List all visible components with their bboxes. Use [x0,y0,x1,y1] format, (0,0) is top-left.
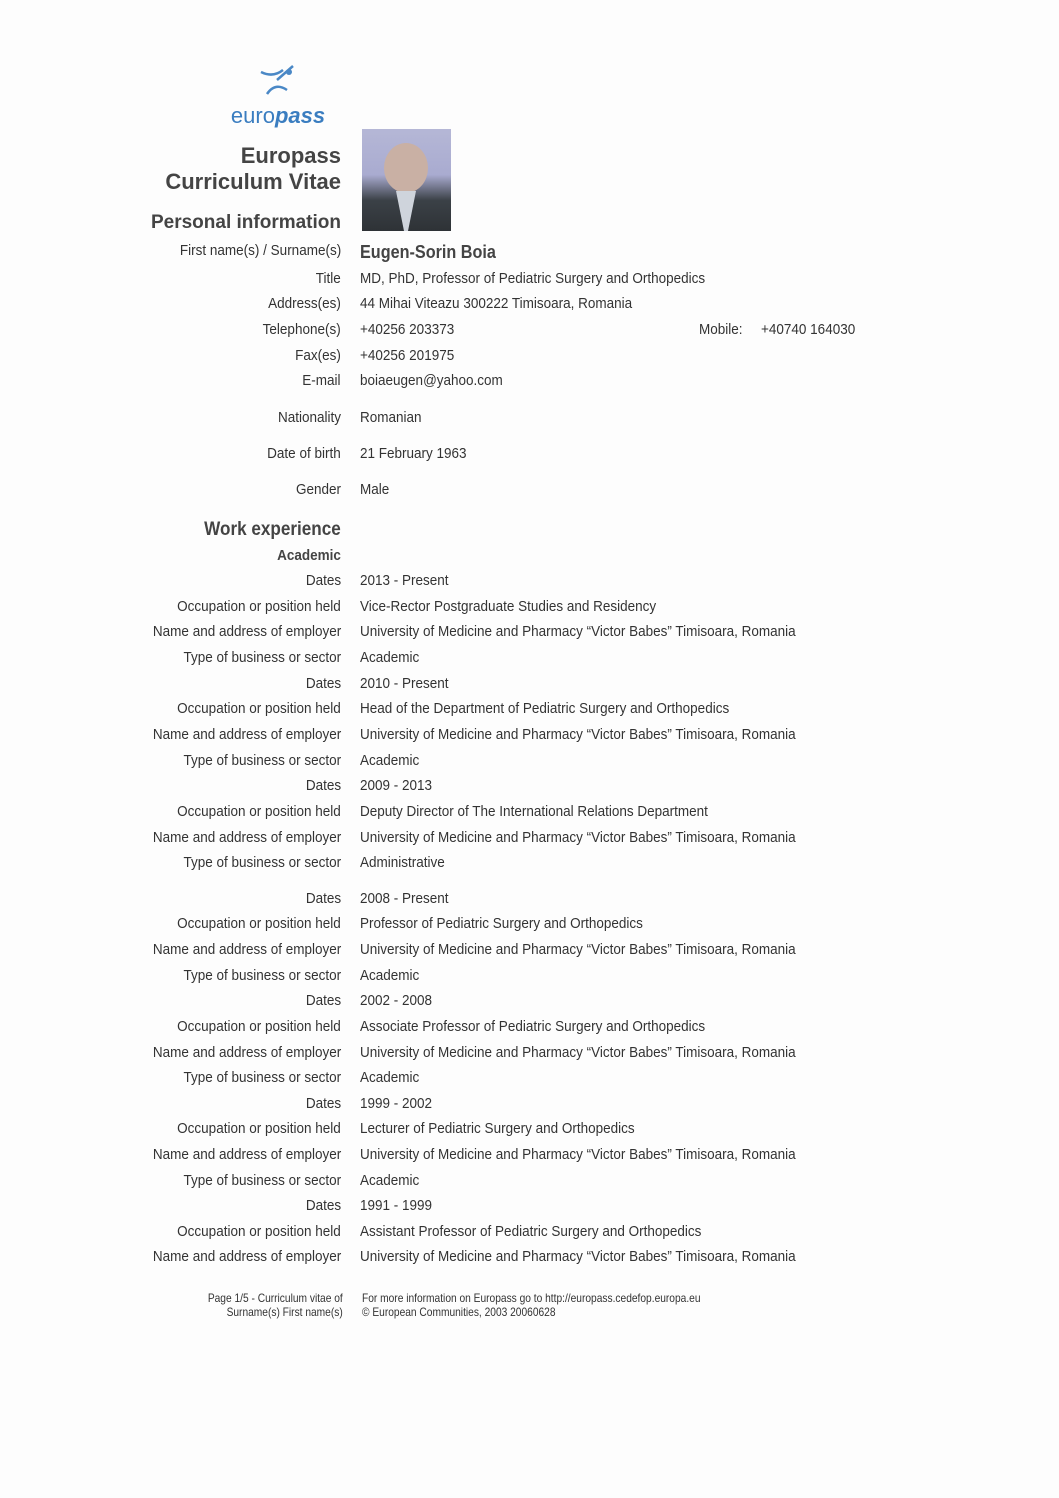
footer-right [362,1291,701,1319]
work-row-label: Dates [305,890,341,907]
work-row-label: Dates [305,1095,341,1112]
title-line1: Europass [240,143,341,168]
profile-photo [362,129,451,231]
footer-name: Surname(s) First name(s) [226,1305,343,1319]
work-row-label: Type of business or sector [183,649,341,666]
personal-value: boiaeugen@yahoo.com [360,372,503,389]
work-experience-heading: Work experience [204,519,341,540]
work-row-label: Type of business or sector [183,854,341,871]
mobile-value: +40740 164030 [761,321,856,338]
work-row-label: Dates [305,777,341,794]
work-row-value: 2010 - Present [360,675,449,692]
work-row-value: University of Medicine and Pharmacy “Victor Babes” Timisoara, Romania [360,1044,796,1061]
work-row-label: Occupation or position held [177,803,341,820]
personal-label: Title [315,270,341,287]
work-row-value: 2002 - 2008 [360,992,433,1009]
work-row-value: University of Medicine and Pharmacy “Victor Babes” Timisoara, Romania [360,623,796,640]
footer-info: For more information on Europass go to http://europass.cedefop.europa.eu [362,1291,701,1305]
work-row-value: 2013 - Present [360,572,449,589]
work-row-label: Type of business or sector [183,1172,341,1189]
work-row-label: Type of business or sector [183,967,341,984]
work-row-value: 2008 - Present [360,890,449,907]
logo-text-euro: euro [230,103,275,128]
work-row-label: Name and address of employer [152,1146,341,1163]
cv-title [165,143,341,195]
work-row-value: Assistant Professor of Pediatric Surgery and Orthopedics [360,1223,702,1240]
work-row-label: Dates [305,572,341,589]
work-row-label: Dates [305,992,341,1009]
europass-logo [228,64,328,129]
work-row-label: Dates [305,675,341,692]
work-row-value: Lecturer of Pediatric Surgery and Orthopedics [360,1120,635,1137]
personal-value: +40256 201975 [360,347,455,364]
personal-label: First name(s) / Surname(s) [179,242,341,259]
personal-label: E-mail [302,372,341,389]
work-row-label: Occupation or position held [177,598,341,615]
work-row-value: Associate Professor of Pediatric Surgery and Orthopedics [360,1018,706,1035]
work-row-value: 1991 - 1999 [360,1197,433,1214]
work-row-value: University of Medicine and Pharmacy “Victor Babes” Timisoara, Romania [360,1146,796,1163]
work-subheading: Academic [277,547,341,564]
personal-label: Nationality [277,409,341,426]
work-row-label: Occupation or position held [177,1223,341,1240]
personal-label: Date of birth [267,445,341,462]
personal-label: Address(es) [268,295,341,312]
work-row-label: Name and address of employer [152,829,341,846]
footer-page: Page 1/5 - Curriculum vitae of [208,1291,343,1305]
personal-label: Gender [295,481,341,498]
title-line2: Curriculum Vitae [165,169,341,194]
work-row-value: University of Medicine and Pharmacy “Victor Babes” Timisoara, Romania [360,829,796,846]
work-row-value: Academic [360,1069,420,1086]
work-row-value: 2009 - 2013 [360,777,433,794]
footer-left [208,1291,343,1319]
personal-value: Male [360,481,390,498]
work-row-label: Occupation or position held [177,1018,341,1035]
work-row-value: Administrative [360,854,445,871]
personal-label: Telephone(s) [262,321,341,338]
personal-value: 21 February 1963 [360,445,467,462]
logo-text-pass: pass [274,103,326,128]
personal-value: MD, PhD, Professor of Pediatric Surgery and Orthopedics [360,270,706,287]
work-row-value: Academic [360,967,420,984]
personal-value: Romanian [360,409,422,426]
work-row-value: Head of the Department of Pediatric Surgery and Orthopedics [360,700,730,717]
work-row-value: 1999 - 2002 [360,1095,433,1112]
work-row-value: Academic [360,1172,420,1189]
work-row-label: Type of business or sector [183,752,341,769]
work-row-value: Vice-Rector Postgraduate Studies and Residency [360,598,657,615]
work-row-value: Professor of Pediatric Surgery and Orthopedics [360,915,643,932]
work-row-label: Occupation or position held [177,700,341,717]
mobile-label: Mobile: [699,321,743,338]
work-row-value: Deputy Director of The International Relations Department [360,803,708,820]
personal-value: Eugen-Sorin Boia [360,242,496,262]
work-row-value: University of Medicine and Pharmacy “Victor Babes” Timisoara, Romania [360,726,796,743]
work-row-label: Dates [305,1197,341,1214]
work-row-label: Occupation or position held [177,1120,341,1137]
work-row-label: Occupation or position held [177,915,341,932]
work-row-label: Name and address of employer [152,1044,341,1061]
footer-copyright: © European Communities, 2003 20060628 [362,1305,556,1319]
personal-info-heading: Personal information [150,212,341,233]
work-row-value: University of Medicine and Pharmacy “Victor Babes” Timisoara, Romania [360,1248,796,1265]
work-row-label: Type of business or sector [183,1069,341,1086]
work-row-value: Academic [360,649,420,666]
work-row-label: Name and address of employer [152,941,341,958]
work-row-label: Name and address of employer [152,1248,341,1265]
work-row-label: Name and address of employer [152,726,341,743]
work-row-value: University of Medicine and Pharmacy “Victor Babes” Timisoara, Romania [360,941,796,958]
personal-value: +40256 203373 [360,321,455,338]
work-row-value: Academic [360,752,420,769]
personal-value: 44 Mihai Viteazu 300222 Timisoara, Romania [360,295,633,312]
personal-label: Fax(es) [295,347,341,364]
europass-figure-icon [253,64,303,98]
work-row-label: Name and address of employer [152,623,341,640]
